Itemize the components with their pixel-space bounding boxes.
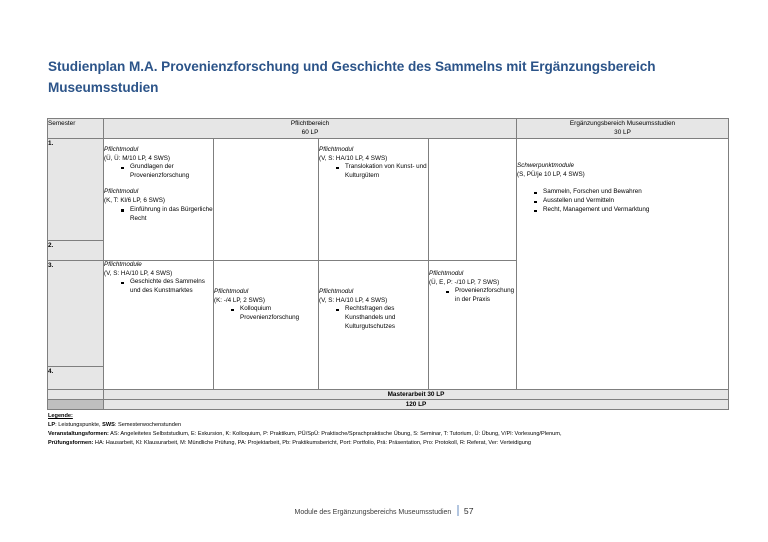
header-pflichtbereich <box>104 119 517 139</box>
studienplan-table <box>47 118 729 410</box>
module-item-list <box>104 163 213 181</box>
module-item-list <box>319 305 428 332</box>
module-title: Pflichtmodul <box>429 269 464 277</box>
module-item-list <box>319 163 428 181</box>
semester-label-3: 3. <box>48 260 104 366</box>
cell-col3-bottom <box>319 260 429 389</box>
legend-heading: Legende: <box>48 413 73 419</box>
module-title: Pflichtmodul <box>214 287 249 295</box>
semester-label-4: 4. <box>48 366 104 389</box>
cell-col2-bottom <box>214 260 319 389</box>
list-item: Kolloquium Provenienzforschung <box>231 305 318 323</box>
header-ergaenzungsbereich-lp: 30 LP <box>614 129 631 137</box>
list-item: Rechtsfragen des Kunsthandels und Kulturgutschutzes <box>336 305 428 332</box>
header-ergaenzungsbereich-label: Ergänzungsbereich Museumsstudien <box>569 120 676 127</box>
list-item: Recht, Management und Vermarktung <box>534 206 728 215</box>
page-title: Studienplan M.A. Provenienzforschung und Geschichte des Sammelns mit Ergänzungsbereich Museumsstudien <box>48 59 656 96</box>
page-footer <box>0 505 768 516</box>
cell-col4-bottom <box>429 260 517 389</box>
module-sub: (V, S: HA/10 LP, 4 SWS) <box>104 269 173 277</box>
list-item: Geschichte des Sammelns und des Kunstmarktes <box>121 278 213 296</box>
list-item: Provenienzforschung in der Praxis <box>446 287 516 305</box>
module-title: Schwerpunktmodule <box>517 161 575 169</box>
list-item: Translokation von Kunst- und Kulturgütern <box>336 163 428 181</box>
module-title: Pflichtmodul <box>104 188 139 196</box>
module-item-list <box>517 188 728 215</box>
legend <box>48 412 738 448</box>
header-ergaenzungsbereich <box>517 119 729 139</box>
module-sub: (Ü, Ü: M/10 LP, 4 SWS) <box>104 154 171 162</box>
table-row-semester-1 <box>48 138 729 240</box>
module-item-list <box>214 305 318 323</box>
list-item: Einführung in das Bürgerliche Recht <box>121 206 213 224</box>
list-item: Grundlagen der Provenienzforschung <box>121 163 213 181</box>
cell-col4-empty-top <box>429 138 517 260</box>
module-title: Pflichtmodule <box>104 260 142 268</box>
cell-col1-top <box>104 138 214 260</box>
legend-veranstaltungsformen-text: AS: Angeleitetes Selbststudium, E: Exkursion, K: Kolloquium, P: Praktikum, PÜ/SpÜ: Praktische/Sprachpraktische Übung, S: Seminar, T: Tutorium, Ü: Übung, V/Pl: Vorlesung/Plenum, <box>108 431 562 438</box>
cell-col5-schwerpunkt <box>517 138 729 389</box>
semester-label-2: 2. <box>48 240 104 260</box>
module-sub: (K: -/4 LP, 2 SWS) <box>214 296 265 304</box>
module-sub: (K, T: Kl/6 LP, 6 SWS) <box>104 197 166 205</box>
legend-line-lp <box>48 421 738 430</box>
module-item-list <box>104 206 213 224</box>
legend-lp-text: : Leistungspunkte, <box>55 422 103 429</box>
module-sub: (S, PÜ/je 10 LP, 4 SWS) <box>517 170 585 178</box>
legend-sws-text: : Semesterwochenstunden <box>114 422 182 429</box>
module-title: Pflichtmodul <box>319 287 354 295</box>
table-header-row <box>48 119 729 139</box>
list-item: Ausstellen und Vermitteln <box>534 197 728 206</box>
module-item-list <box>429 287 516 305</box>
list-item: Sammeln, Forschen und Bewahren <box>534 188 728 197</box>
module-title: Pflichtmodul <box>319 145 354 153</box>
total-spacer <box>48 399 104 409</box>
header-pflichtbereich-lp: 60 LP <box>301 129 319 137</box>
module-sub: (Ü, E, P: -/10 LP, 7 SWS) <box>429 278 500 286</box>
footer-divider <box>457 505 459 516</box>
masterarbeit-band: Masterarbeit 30 LP <box>104 389 729 399</box>
module-sub: (V, S: HA/10 LP, 4 SWS) <box>319 296 388 304</box>
legend-pruefungsformen-label: Prüfungsformen: <box>48 440 94 447</box>
semester-spacer <box>48 389 104 399</box>
semester-label-1: 1. <box>48 138 104 240</box>
legend-veranstaltungsformen-label: Veranstaltungsformen: <box>48 431 109 438</box>
cell-col1-bottom <box>104 260 214 389</box>
legend-sws-label: SWS <box>102 422 115 429</box>
module-title: Pflichtmodul <box>104 145 139 153</box>
header-pflichtbereich-label: Pflichtbereich <box>290 120 330 127</box>
cell-col2-empty-top <box>214 138 319 260</box>
table-row-total <box>48 399 729 409</box>
page-number: 57 <box>463 506 474 516</box>
legend-line-veranstaltungsformen <box>48 430 738 439</box>
footer-text: Module des Ergänzungsbereichs Museumsstudien <box>294 509 452 516</box>
legend-pruefungsformen-text: HA: Hausarbeit, Kl: Klausurarbeit, M: Mündliche Prüfung, PA: Projektarbeit, Pb: Praktikumsbericht, Port: Portfolio, Prä: Präsentation, Pro: Protokoll, R: Referat, Ver: Verteidigung <box>93 440 532 447</box>
legend-lp-label: LP <box>48 422 56 429</box>
total-lp-band: 120 LP <box>104 399 729 409</box>
table-row-masterarbeit <box>48 389 729 399</box>
legend-line-pruefungsformen <box>48 439 738 448</box>
header-semester: Semester <box>48 119 104 139</box>
module-sub: (V, S: HA/10 LP, 4 SWS) <box>319 154 388 162</box>
cell-col3-top <box>319 138 429 260</box>
module-item-list <box>104 278 213 296</box>
